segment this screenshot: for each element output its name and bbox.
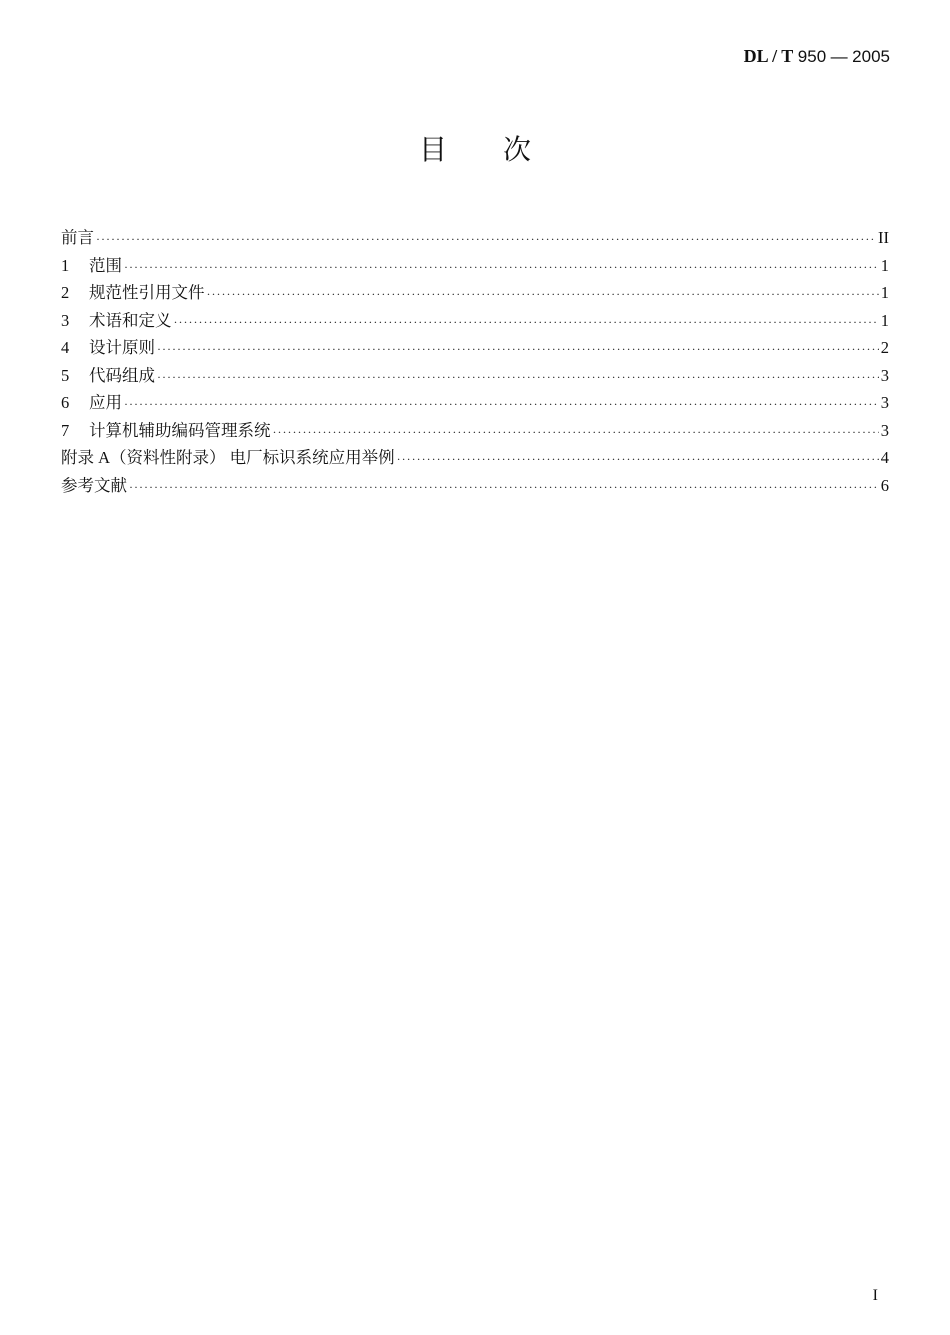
toc-entry-normative-references[interactable] bbox=[61, 279, 889, 307]
toc-page-number: 1 bbox=[880, 283, 889, 302]
toc-leader-dots bbox=[129, 474, 879, 502]
toc-entry-application[interactable] bbox=[61, 389, 889, 417]
toc-entry-label: 1 范围 bbox=[61, 255, 122, 275]
standard-code: DL / T bbox=[743, 46, 794, 66]
toc-page-number: 1 bbox=[880, 255, 889, 275]
toc-entry-label: 6 应用 bbox=[61, 393, 122, 412]
toc-leader-dots bbox=[96, 226, 876, 254]
page-number: I bbox=[872, 1287, 878, 1304]
toc-entry-label: 附录 A（资料性附录） 电厂标识系统应用举例 bbox=[61, 448, 395, 467]
standard-number: 950 bbox=[797, 47, 827, 66]
page-title: 目次 bbox=[418, 133, 587, 166]
toc-entry-label: 7 计算机辅助编码管理系统 bbox=[61, 420, 271, 440]
toc-leader-dots bbox=[273, 419, 879, 447]
toc-page-number: 1 bbox=[880, 310, 889, 330]
toc-entry-label: 4 设计原则 bbox=[61, 338, 155, 357]
table-of-contents bbox=[61, 224, 889, 499]
toc-entry-label: 前言 bbox=[61, 228, 94, 247]
standard-year: 2005 bbox=[852, 47, 890, 66]
toc-page-number: 3 bbox=[880, 365, 889, 385]
toc-entry-label: 2 规范性引用文件 bbox=[61, 283, 205, 302]
toc-page-number: 6 bbox=[880, 475, 889, 495]
toc-leader-dots bbox=[207, 281, 879, 309]
toc-page-number: 3 bbox=[880, 420, 889, 440]
toc-entry-foreword[interactable] bbox=[61, 224, 889, 252]
toc-page-number: II bbox=[878, 228, 889, 247]
toc-leader-dots bbox=[397, 446, 879, 474]
toc-entry-label: 参考文献 bbox=[61, 475, 127, 495]
toc-leader-dots bbox=[157, 336, 879, 364]
toc-leader-dots bbox=[174, 309, 879, 337]
toc-entry-appendix-a[interactable] bbox=[61, 444, 889, 472]
toc-leader-dots bbox=[157, 364, 879, 392]
toc-entry-code-composition[interactable] bbox=[61, 362, 889, 390]
toc-leader-dots bbox=[124, 391, 879, 419]
toc-entry-label: 5 代码组成 bbox=[61, 365, 155, 385]
toc-entry-terms-definitions[interactable] bbox=[61, 307, 889, 335]
toc-page-number: 3 bbox=[880, 393, 889, 412]
toc-leader-dots bbox=[124, 254, 879, 282]
toc-page-number: 4 bbox=[880, 448, 889, 467]
toc-entry-coding-management-system[interactable] bbox=[61, 417, 889, 445]
header-dash: — bbox=[830, 47, 848, 66]
toc-page-number: 2 bbox=[880, 338, 889, 357]
toc-entry-design-principles[interactable] bbox=[61, 334, 889, 362]
document-header bbox=[744, 46, 890, 67]
toc-entry-scope[interactable] bbox=[61, 252, 889, 280]
toc-entry-bibliography[interactable] bbox=[61, 472, 889, 500]
toc-entry-label: 3 术语和定义 bbox=[61, 310, 172, 330]
